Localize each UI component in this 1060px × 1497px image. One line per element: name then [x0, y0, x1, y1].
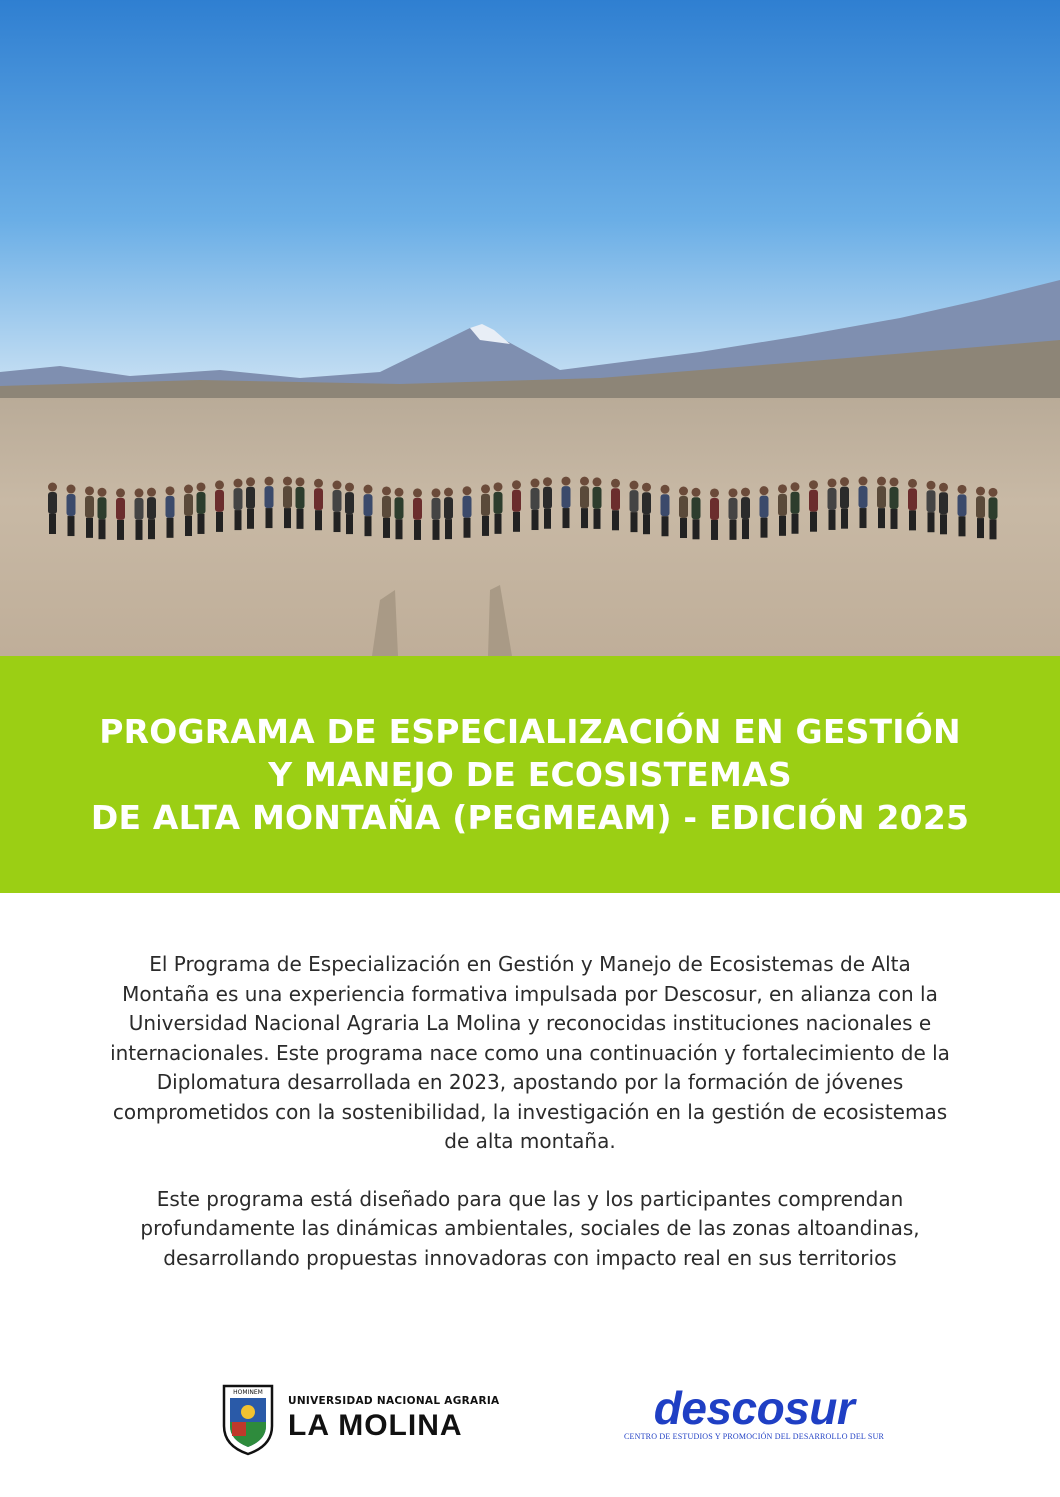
- hero-photo-illustration: [0, 0, 1060, 656]
- person-silhouette: [810, 512, 817, 532]
- person-silhouette: [792, 514, 799, 534]
- person-silhouette: [741, 488, 750, 497]
- person-silhouette: [432, 488, 441, 497]
- person-silhouette: [562, 486, 571, 508]
- person-silhouette: [927, 490, 936, 512]
- person-silhouette: [383, 518, 390, 538]
- person-silhouette: [365, 516, 372, 536]
- person-silhouette: [543, 477, 552, 486]
- person-silhouette: [117, 520, 124, 540]
- person-silhouette: [382, 486, 391, 495]
- person-silhouette: [167, 518, 174, 538]
- person-silhouette: [334, 512, 341, 532]
- person-silhouette: [730, 520, 737, 540]
- p2-line: Este programa está diseñado para que las y los participantes comprendan: [156, 1186, 904, 1211]
- person-silhouette: [99, 519, 106, 539]
- person-silhouette: [544, 509, 551, 529]
- p2-line: desarrollando propuestas innovadoras con impacto real en sus territorios: [163, 1245, 897, 1270]
- person-silhouette: [611, 488, 620, 510]
- person-silhouette: [761, 518, 768, 538]
- person-silhouette: [413, 488, 422, 497]
- la-molina-big-text: LA MOLINA: [288, 1409, 463, 1442]
- person-silhouette: [679, 487, 688, 496]
- person-silhouette: [85, 496, 94, 518]
- person-silhouette: [444, 497, 453, 519]
- person-silhouette: [85, 486, 94, 495]
- person-silhouette: [976, 487, 985, 496]
- person-silhouette: [580, 477, 589, 486]
- hero-photo: [0, 0, 1060, 656]
- person-silhouette: [283, 486, 292, 508]
- person-silhouette: [433, 520, 440, 540]
- person-silhouette: [283, 477, 292, 486]
- person-silhouette: [432, 498, 441, 520]
- description: [40, 950, 1020, 1273]
- person-silhouette: [266, 508, 273, 528]
- person-silhouette: [679, 496, 688, 518]
- person-silhouette: [445, 519, 452, 539]
- person-silhouette: [413, 498, 422, 520]
- person-silhouette: [333, 490, 342, 512]
- person-silhouette: [345, 492, 354, 514]
- person-silhouette: [67, 494, 76, 516]
- person-silhouette: [49, 514, 56, 534]
- person-silhouette: [661, 494, 670, 516]
- person-silhouette: [711, 520, 718, 540]
- person-silhouette: [148, 519, 155, 539]
- person-silhouette: [630, 490, 639, 512]
- person-silhouette: [464, 518, 471, 538]
- person-silhouette: [98, 497, 107, 519]
- person-silhouette: [345, 483, 354, 492]
- p2-line: profundamente las dinámicas ambientales, sociales de las zonas altoandinas,: [140, 1216, 920, 1240]
- person-silhouette: [593, 487, 602, 509]
- person-silhouette: [829, 510, 836, 530]
- person-silhouette: [742, 519, 749, 539]
- p1-line: de alta montaña.: [444, 1129, 616, 1153]
- person-silhouette: [841, 509, 848, 529]
- person-silhouette: [147, 488, 156, 497]
- person-silhouette: [234, 488, 243, 510]
- person-silhouette: [611, 479, 620, 488]
- person-silhouette: [482, 516, 489, 536]
- person-silhouette: [661, 485, 670, 494]
- person-silhouette: [395, 497, 404, 519]
- person-silhouette: [989, 497, 998, 519]
- paragraph-1: [40, 950, 1020, 1157]
- person-silhouette: [891, 509, 898, 529]
- person-silhouette: [909, 510, 916, 530]
- person-silhouette: [828, 478, 837, 487]
- person-silhouette: [729, 488, 738, 497]
- person-silhouette: [481, 494, 490, 516]
- person-silhouette: [543, 487, 552, 509]
- person-silhouette: [247, 509, 254, 529]
- person-silhouette: [48, 483, 57, 492]
- person-silhouette: [779, 516, 786, 536]
- person-silhouette: [958, 485, 967, 494]
- person-silhouette: [928, 512, 935, 532]
- person-silhouette: [976, 496, 985, 518]
- paragraph-2: [40, 1185, 1020, 1274]
- title-banner: [0, 656, 1060, 893]
- person-silhouette: [878, 508, 885, 528]
- person-silhouette: [48, 492, 57, 514]
- person-silhouette: [710, 498, 719, 520]
- person-silhouette: [940, 514, 947, 534]
- person-silhouette: [364, 485, 373, 494]
- person-silhouette: [729, 498, 738, 520]
- person-silhouette: [265, 486, 274, 508]
- person-silhouette: [333, 481, 342, 490]
- person-silhouette: [414, 520, 421, 540]
- person-silhouette: [513, 512, 520, 532]
- person-silhouette: [631, 512, 638, 532]
- person-silhouette: [828, 488, 837, 510]
- person-silhouette: [481, 484, 490, 493]
- person-silhouette: [184, 494, 193, 516]
- person-silhouette: [760, 486, 769, 495]
- person-silhouette: [840, 477, 849, 486]
- person-silhouette: [927, 481, 936, 490]
- person-silhouette: [908, 488, 917, 510]
- person-silhouette: [314, 479, 323, 488]
- p1-line: Universidad Nacional Agraria La Molina y reconocidas instituciones nacionales e: [128, 1011, 932, 1035]
- person-silhouette: [594, 509, 601, 529]
- person-silhouette: [315, 510, 322, 530]
- person-silhouette: [680, 518, 687, 538]
- title-line-1: PROGRAMA DE ESPECIALIZACIÓN EN GESTIÓN: [99, 712, 961, 751]
- person-silhouette: [642, 492, 651, 514]
- person-silhouette: [284, 508, 291, 528]
- person-silhouette: [463, 496, 472, 518]
- person-silhouette: [346, 514, 353, 534]
- person-silhouette: [116, 498, 125, 520]
- person-silhouette: [692, 497, 701, 519]
- person-silhouette: [860, 508, 867, 528]
- person-silhouette: [939, 492, 948, 514]
- p1-line: comprometidos con la sostenibilidad, la investigación en la gestión de ecosistemas: [112, 1099, 948, 1124]
- person-silhouette: [531, 488, 540, 510]
- person-silhouette: [959, 516, 966, 536]
- person-silhouette: [580, 486, 589, 508]
- person-silhouette: [246, 487, 255, 509]
- person-silhouette: [68, 516, 75, 536]
- person-silhouette: [234, 479, 243, 488]
- person-silhouette: [296, 477, 305, 486]
- person-silhouette: [693, 519, 700, 539]
- person-silhouette: [563, 508, 570, 528]
- person-silhouette: [463, 486, 472, 495]
- person-silhouette: [877, 477, 886, 486]
- person-silhouette: [512, 480, 521, 489]
- person-silhouette: [958, 494, 967, 516]
- p1-line: El Programa de Especialización en Gestión y Manejo de Ecosistemas de Alta: [149, 952, 911, 976]
- person-silhouette: [809, 480, 818, 489]
- person-silhouette: [382, 496, 391, 518]
- la-molina-crest-icon: [220, 1382, 276, 1456]
- person-silhouette: [395, 488, 404, 497]
- person-silhouette: [215, 480, 224, 489]
- person-silhouette: [396, 519, 403, 539]
- person-silhouette: [562, 477, 571, 486]
- person-silhouette: [662, 516, 669, 536]
- person-silhouette: [630, 481, 639, 490]
- la-molina-logo: [220, 1382, 499, 1456]
- person-silhouette: [444, 488, 453, 497]
- person-silhouette: [908, 479, 917, 488]
- person-silhouette: [512, 490, 521, 512]
- person-silhouette: [890, 487, 899, 509]
- p1-line: Diplomatura desarrollada en 2023, apostando por la formación de jóvenes: [156, 1070, 904, 1094]
- person-silhouette: [216, 512, 223, 532]
- person-silhouette: [215, 490, 224, 512]
- person-silhouette: [989, 488, 998, 497]
- person-silhouette: [581, 508, 588, 528]
- person-silhouette: [809, 490, 818, 512]
- person-silhouette: [642, 483, 651, 492]
- title-line-2: Y MANEJO DE ECOSISTEMAS: [268, 755, 792, 794]
- person-silhouette: [643, 514, 650, 534]
- person-silhouette: [760, 496, 769, 518]
- person-silhouette: [791, 492, 800, 514]
- svg-text:HOMINEM: HOMINEM: [233, 1389, 263, 1396]
- person-silhouette: [135, 498, 144, 520]
- person-silhouette: [86, 518, 93, 538]
- person-silhouette: [840, 487, 849, 509]
- person-silhouette: [859, 486, 868, 508]
- title-line-3: DE ALTA MONTAÑA (PEGMEAM) - EDICIÓN 2025: [90, 798, 970, 837]
- person-silhouette: [791, 482, 800, 491]
- person-silhouette: [977, 518, 984, 538]
- person-silhouette: [67, 485, 76, 494]
- person-silhouette: [494, 492, 503, 514]
- person-silhouette: [494, 482, 503, 491]
- person-silhouette: [185, 516, 192, 536]
- person-silhouette: [314, 488, 323, 510]
- person-silhouette: [531, 479, 540, 488]
- person-silhouette: [877, 486, 886, 508]
- person-silhouette: [297, 509, 304, 529]
- person-silhouette: [692, 488, 701, 497]
- person-silhouette: [197, 492, 206, 514]
- person-silhouette: [116, 488, 125, 497]
- person-silhouette: [495, 514, 502, 534]
- p1-line: Montaña es una experiencia formativa impulsada por Descosur, en alianza con la: [122, 981, 938, 1006]
- p1-line: internacionales. Este programa nace como una continuación y fortalecimiento de la: [110, 1040, 950, 1065]
- person-silhouette: [296, 487, 305, 509]
- person-silhouette: [246, 477, 255, 486]
- person-silhouette: [197, 482, 206, 491]
- person-silhouette: [198, 514, 205, 534]
- person-silhouette: [98, 488, 107, 497]
- person-silhouette: [939, 483, 948, 492]
- person-silhouette: [166, 496, 175, 518]
- person-silhouette: [135, 488, 144, 497]
- person-silhouette: [364, 494, 373, 516]
- descosur-tagline: CENTRO DE ESTUDIOS Y PROMOCIÓN DEL DESARROLLO DEL SUR: [624, 1432, 885, 1441]
- partner-logos: [0, 1380, 1060, 1460]
- person-silhouette: [166, 486, 175, 495]
- person-silhouette: [710, 488, 719, 497]
- descosur-logo: [624, 1382, 885, 1441]
- person-silhouette: [990, 519, 997, 539]
- descosur-wordmark: descosur: [653, 1382, 855, 1434]
- person-silhouette: [235, 510, 242, 530]
- person-silhouette: [593, 477, 602, 486]
- person-silhouette: [612, 510, 619, 530]
- person-silhouette: [184, 485, 193, 494]
- person-silhouette: [778, 494, 787, 516]
- person-silhouette: [136, 520, 143, 540]
- person-silhouette: [265, 477, 274, 486]
- person-silhouette: [741, 497, 750, 519]
- la-molina-small-text: UNIVERSIDAD NACIONAL AGRARIA: [288, 1395, 500, 1407]
- person-silhouette: [890, 477, 899, 486]
- person-silhouette: [147, 497, 156, 519]
- person-silhouette: [859, 477, 868, 486]
- person-silhouette: [778, 484, 787, 493]
- person-silhouette: [532, 510, 539, 530]
